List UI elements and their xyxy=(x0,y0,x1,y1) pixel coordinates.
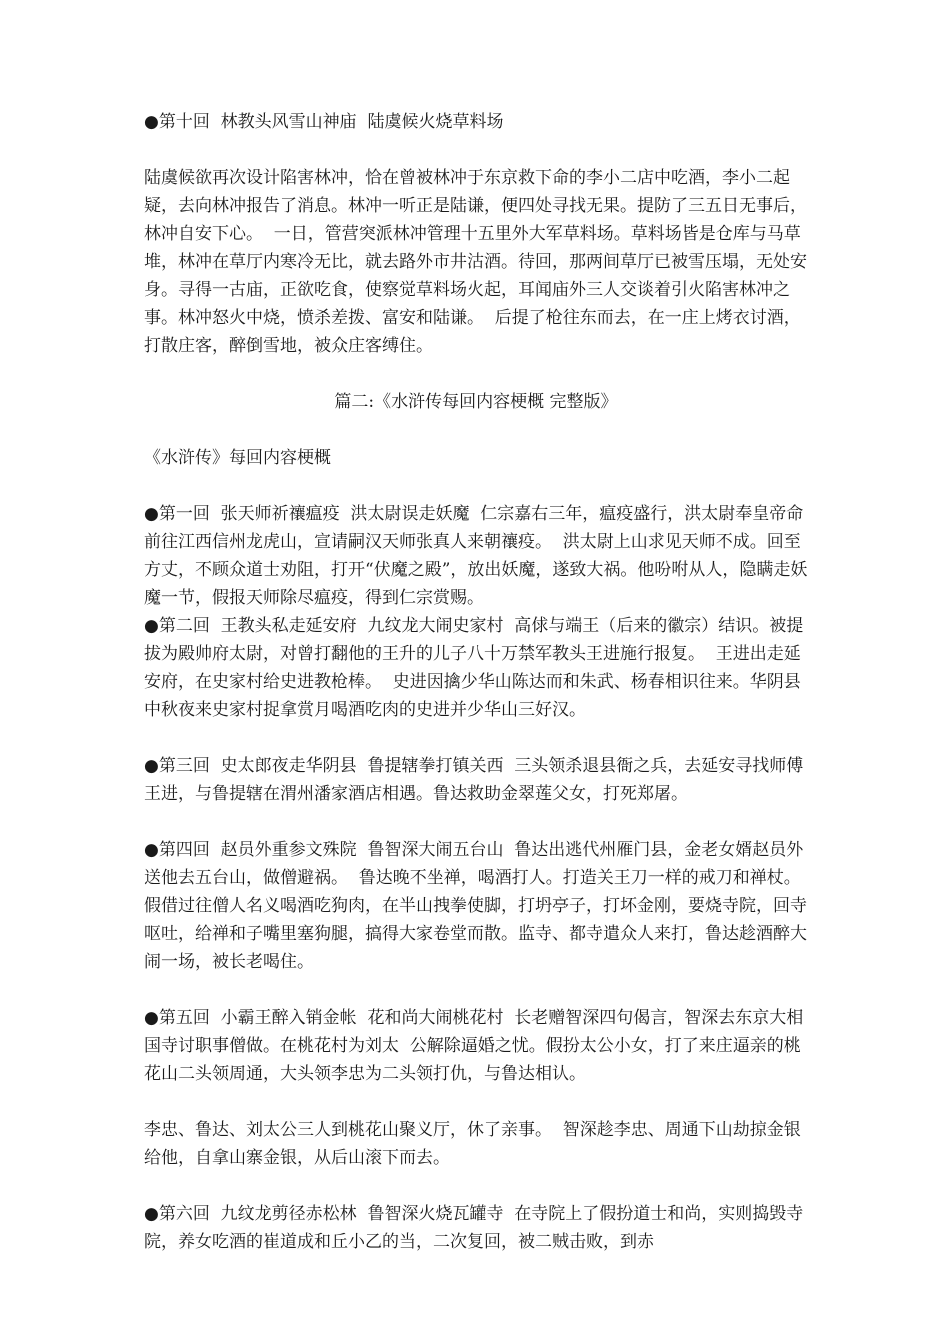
chapter3-summary: ●第三回 史太郎夜走华阴县 鲁提辖拳打镇关西 三头领杀退县衙之兵，去延安寻找师傅王进，与鲁提辖在渭州潘家酒店相遇。鲁达救助金翠莲父女，打死郑屠。 xyxy=(144,756,804,804)
chapter10-heading: ●第十回 林教头风雪山神庙 陆虞候火烧草料场 xyxy=(144,112,504,132)
chapter5-continuation: 李忠、鲁达、刘太公三人到桃花山聚义厅，休了亲事。 智深趁李忠、周通下山劫掠金银给他，自拿山寨金银，从后山滚下而去。 xyxy=(144,1120,801,1168)
part2-title: 篇二:《水浒传每回内容梗概 完整版》 xyxy=(334,392,618,412)
chapter1-summary: ●第一回 张天师祈禳瘟疫 洪太尉误走妖魔 仁宗嘉右三年，瘟疫盛行，洪太尉奉皇帝命前往江西信州龙虎山，宣请嗣汉天师张真人来朝禳疫。 洪太尉上山求见天师不成。回至方丈，不顾众道士劝阻，打开“伏魔之殿”，放出妖魔，遂致大祸。他吩咐从人，隐瞒走妖魔一节，假报天师除尽瘟疫，得到仁宗赏赐。 xyxy=(144,504,808,608)
document-page xyxy=(144,108,808,1256)
chapter6-summary: ●第六回 九纹龙剪径赤松林 鲁智深火烧瓦罐寺 在寺院上了假扮道士和尚，实则捣毁寺院，养女吃酒的崔道成和丘小乙的当，二次复回，被二贼击败，到赤 xyxy=(144,1204,804,1252)
part2-subtitle: 《水浒传》每回内容梗概 xyxy=(144,448,331,468)
chapter10-summary: 陆虞候欲再次设计陷害林冲，恰在曾被林冲于东京救下命的李小二店中吃酒，李小二起疑，去向林冲报告了消息。林冲一听正是陆谦，便四处寻找无果。提防了三五日无事后，林冲自安下心。 一日，管营突派林冲管理十五里外大军草料场。草料场皆是仓库与马草堆，林冲在草厅内寒冷无比，就去路外市井沽酒。待回，那两间草厅已被雪压塌，无处安身。寻得一古庙，正欲吃食，使察觉草料场火起，耳闻庙外三人交谈着引火陷害林冲之事。林冲怒火中烧，愤杀差拨、富安和陆谦。 后提了枪往东而去，在一庄上烤衣讨酒，打散庄客，醉倒雪地，被众庄客缚住。 xyxy=(144,168,807,356)
chapter2-summary: ●第二回 王教头私走延安府 九纹龙大闹史家村 高俅与端王（后来的徽宗）结识。被提拔为殿帅府太尉，对曾打翻他的王升的儿子八十万禁军教头王进施行报复。 王进出走延安府，在史家村给史进教枪棒。 史进因擒少华山陈达而和朱武、杨春相识往来。华阴县中秋夜来史家村捉拿赏月喝酒吃肉的史进并少华山三好汉。 xyxy=(144,616,804,720)
chapter5-summary: ●第五回 小霸王醉入销金帐 花和尚大闹桃花村 长老赠智深四句偈言，智深去东京大相国寺讨职事僧做。在桃花村为刘太 公解除逼婚之忧。假扮太公小女，打了来庄逼亲的桃花山二头领周通，大头领李忠为二头领打仇，与鲁达相认。 xyxy=(144,1008,804,1084)
chapter4-summary: ●第四回 赵员外重参文殊院 鲁智深大闹五台山 鲁达出逃代州雁门县，金老女婿赵员外送他去五台山，做僧避祸。 鲁达晚不坐禅，喝酒打人。打造关王刀一样的戒刀和禅杖。假借过往僧人名义喝酒吃狗肉，在半山拽拳使脚，打坍亭子，打坏金刚，要烧寺院，回寺呕吐，给禅和子嘴里塞狗腿，搞得大家卷堂而散。监寺、都寺遣众人来打，鲁达趁酒醉大闹一场，被长老喝住。 xyxy=(144,840,807,972)
